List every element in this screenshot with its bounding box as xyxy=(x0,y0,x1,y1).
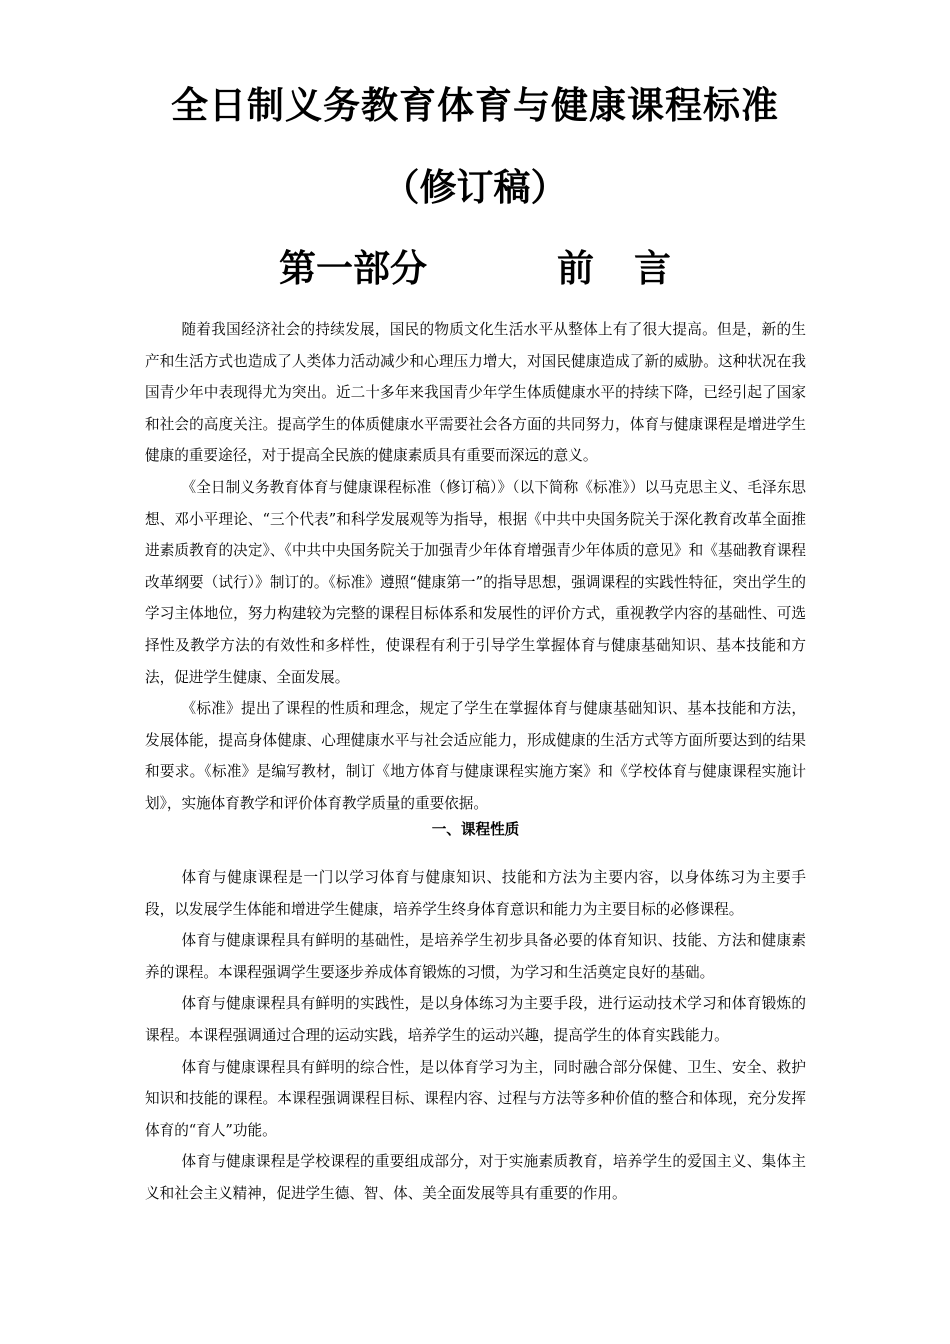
paragraph: 体育与健康课程具有鲜明的综合性，是以体育学习为主，同时融合部分保健、卫生、安全、救护知识和技能的课程。本课程强调课程目标、课程内容、过程与方法等多种价值的整合和体现，充分发挥体育的“育人”功能。 xyxy=(145,1058,806,1139)
course-nature-body xyxy=(145,862,806,1210)
paragraph: 体育与健康课程具有鲜明的实践性，是以身体练习为主要手段，进行运动技术学习和体育锻炼的课程。本课程强调通过合理的运动实践，培养学生的运动兴趣，提高学生的体育实践能力。 xyxy=(145,995,806,1044)
part-heading xyxy=(0,243,950,295)
section-heading: 一、课程性质 xyxy=(431,821,520,838)
part-name-char-2: 言 xyxy=(634,247,671,290)
part-name-char-1: 前 xyxy=(557,247,594,290)
document-title: 全日制义务教育体育与健康课程标准 xyxy=(171,84,779,127)
preface-body xyxy=(145,314,806,820)
paragraph: 《标准》提出了课程的性质和理念，规定了学生在掌握体育与健康基础知识、基本技能和方法，发展体能，提高身体健康、心理健康水平与社会适应能力，形成健康的生活方式等方面所要达到的结果和要求。《标准》是编写教材，制订《地方体育与健康课程实施方案》和《学校体育与健康课程实施计划》，实施体育教学和评价体育教学质量的重要依据。 xyxy=(145,700,806,812)
part-label: 第一部分 xyxy=(279,247,427,290)
paragraph: 《全日制义务教育体育与健康课程标准（修订稿）》（以下简称《标准》）以马克思主义、毛泽东思想、邓小平理论、“三个代表”和科学发展观等为指导，根据《中共中央国务院关于深化教育改革全面推进素质教育的决定》、《中共中央国务院关于加强青少年体育增强青少年体质的意见》和《基础教育课程改革纲要（试行）》制订的。《标准》遵照“健康第一”的指导思想，强调课程的实践性特征，突出学生的学习主体地位，努力构建较为完整的课程目标体系和发展性的评价方式，重视教学内容的基础性、可选择性及教学方法的有效性和多样性，使课程有利于引导学生掌握体育与健康基础知识、基本技能和方法，促进学生健康、全面发展。 xyxy=(145,478,806,686)
paragraph: 随着我国经济社会的持续发展，国民的物质文化生活水平从整体上有了很大提高。但是，新的生产和生活方式也造成了人类体力活动减少和心理压力增大，对国民健康造成了新的威胁。这种状况在我国青少年中表现得尤为突出。近二十多年来我国青少年学生体质健康水平的持续下降，已经引起了国家和社会的高度关注。提高学生的体质健康水平需要社会各方面的共同努力，体育与健康课程是增进学生健康的重要途径，对于提高全民族的健康素质具有重要而深远的意义。 xyxy=(145,321,806,465)
paragraph: 体育与健康课程是学校课程的重要组成部分，对于实施素质教育，培养学生的爱国主义、集体主义和社会主义精神，促进学生德、智、体、美全面发展等具有重要的作用。 xyxy=(145,1153,806,1202)
paragraph: 体育与健康课程是一门以学习体育与健康知识、技能和方法为主要内容，以身体练习为主要手段，以发展学生体能和增进学生健康，培养学生终身体育意识和能力为主要目标的必修课程。 xyxy=(145,869,806,918)
document-subtitle: （修订稿） xyxy=(382,166,568,209)
paragraph: 体育与健康课程具有鲜明的基础性，是培养学生初步具备必要的体育知识、技能、方法和健康素养的课程。本课程强调学生要逐步养成体育锻炼的习惯，为学习和生活奠定良好的基础。 xyxy=(145,932,806,981)
